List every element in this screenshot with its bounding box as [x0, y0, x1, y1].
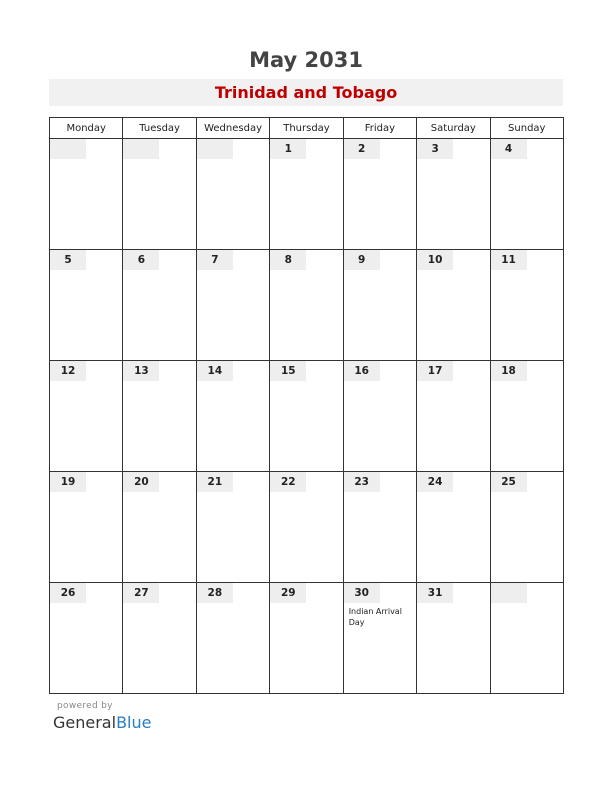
calendar-day-cell [50, 250, 123, 361]
weekday-header: Thursday [270, 118, 343, 139]
day-number: 20 [123, 472, 159, 492]
calendar-week-row [50, 583, 564, 694]
calendar-day-cell [417, 250, 490, 361]
calendar-day-cell [490, 139, 563, 250]
weekday-header-row [50, 118, 564, 139]
day-number: 2 [344, 139, 380, 159]
calendar-day-cell [196, 583, 269, 694]
weekday-header: Wednesday [196, 118, 269, 139]
day-number: 19 [50, 472, 86, 492]
calendar-week-row [50, 139, 564, 250]
day-number: 8 [270, 250, 306, 270]
day-number: 28 [197, 583, 233, 603]
weekday-header: Tuesday [123, 118, 196, 139]
day-number: 26 [50, 583, 86, 603]
day-number: 25 [491, 472, 527, 492]
calendar-day-cell [417, 472, 490, 583]
calendar-day-cell [270, 139, 343, 250]
calendar-day-cell [123, 139, 196, 250]
calendar-day-cell [270, 472, 343, 583]
calendar-day-cell [270, 583, 343, 694]
weekday-header: Monday [50, 118, 123, 139]
holiday-event: Indian Arrival Day [348, 607, 402, 627]
calendar-day-cell [50, 139, 123, 250]
calendar-day-cell [270, 361, 343, 472]
weekday-header: Saturday [417, 118, 490, 139]
calendar-day-cell [417, 139, 490, 250]
calendar-day-cell [343, 139, 416, 250]
calendar-day-cell [196, 472, 269, 583]
calendar-day-cell [50, 472, 123, 583]
day-number: 3 [417, 139, 453, 159]
day-number: 16 [344, 361, 380, 381]
calendar-day-cell [123, 472, 196, 583]
calendar-day-cell [50, 583, 123, 694]
day-number: 29 [270, 583, 306, 603]
powered-by-label: powered by [57, 701, 113, 711]
calendar-day-cell [123, 250, 196, 361]
day-number [50, 139, 86, 159]
page-title: May 2031 [249, 48, 363, 72]
weekday-header: Sunday [490, 118, 563, 139]
calendar-day-cell [196, 139, 269, 250]
brand-blue: Blue [116, 713, 152, 732]
calendar-day-cell [490, 361, 563, 472]
country-name: Trinidad and Tobago [214, 83, 398, 102]
day-number: 31 [417, 583, 453, 603]
day-number: 27 [123, 583, 159, 603]
calendar-day-cell [196, 250, 269, 361]
day-number: 22 [270, 472, 306, 492]
day-number: 7 [197, 250, 233, 270]
calendar-week-row [50, 472, 564, 583]
day-number: 14 [197, 361, 233, 381]
calendar-day-cell [270, 250, 343, 361]
brand-general: General [53, 713, 117, 732]
calendar-day-cell [50, 361, 123, 472]
day-number: 18 [491, 361, 527, 381]
day-number: 23 [344, 472, 380, 492]
day-number: 10 [417, 250, 453, 270]
day-number [123, 139, 159, 159]
calendar-week-row [50, 250, 564, 361]
day-number: 24 [417, 472, 453, 492]
day-number: 9 [344, 250, 380, 270]
calendar-day-cell [417, 583, 490, 694]
calendar-week-row [50, 361, 564, 472]
calendar-day-cell [123, 583, 196, 694]
calendar-day-cell [343, 583, 416, 694]
calendar-day-cell [490, 250, 563, 361]
day-number: 12 [50, 361, 86, 381]
calendar-grid [49, 117, 564, 694]
day-number: 15 [270, 361, 306, 381]
calendar-day-cell [196, 361, 269, 472]
calendar-day-cell [490, 472, 563, 583]
calendar-day-cell [343, 361, 416, 472]
day-number: 6 [123, 250, 159, 270]
calendar-day-cell [490, 583, 563, 694]
day-number: 13 [123, 361, 159, 381]
generalblue-logo[interactable] [53, 713, 151, 732]
day-number: 21 [197, 472, 233, 492]
calendar-day-cell [123, 361, 196, 472]
day-number: 5 [50, 250, 86, 270]
calendar-day-cell [343, 472, 416, 583]
day-number [491, 583, 527, 603]
day-number: 11 [491, 250, 527, 270]
calendar-day-cell [343, 250, 416, 361]
day-number: 1 [270, 139, 306, 159]
day-number: 30 [344, 583, 380, 603]
day-number: 17 [417, 361, 453, 381]
country-banner [49, 79, 563, 106]
weekday-header: Friday [343, 118, 416, 139]
day-number [197, 139, 233, 159]
day-number: 4 [491, 139, 527, 159]
calendar-day-cell [417, 361, 490, 472]
